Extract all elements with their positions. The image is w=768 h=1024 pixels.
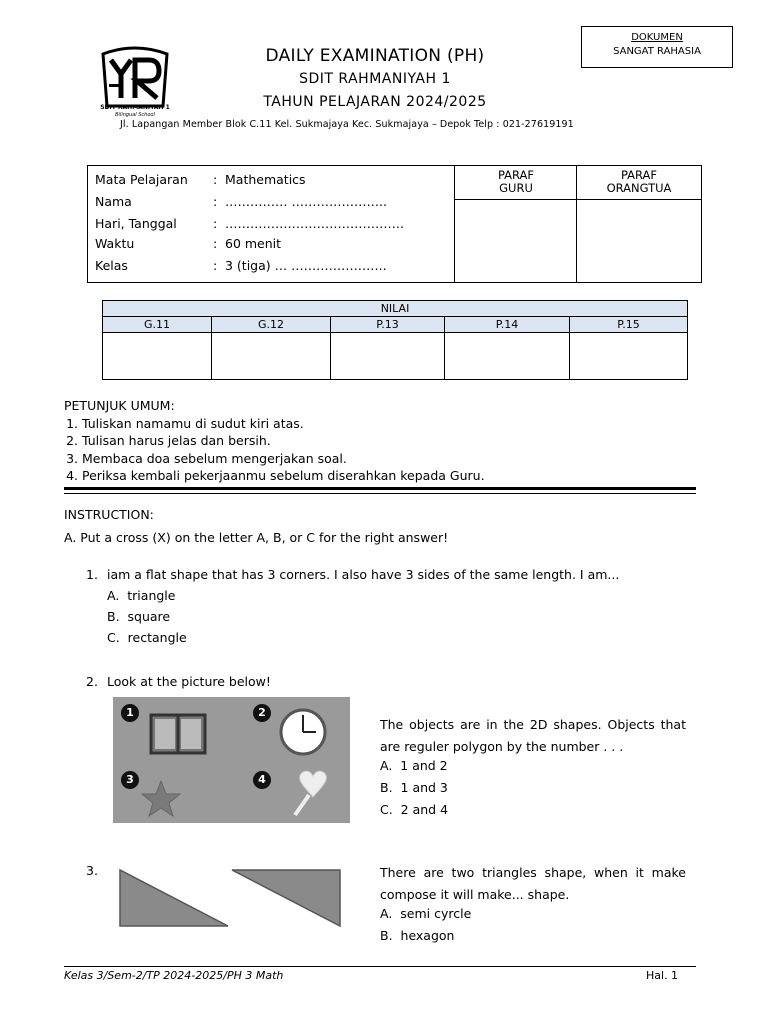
score-cell <box>331 333 445 380</box>
question-1-number: 1. <box>86 567 98 582</box>
school-address: Jl. Lapangan Member Blok C.11 Kel. Sukmajaya Kec. Sukmajaya – Depok Telp : 021-27619191 <box>120 119 574 130</box>
divider <box>64 487 696 490</box>
question-1-option-b[interactable] <box>107 609 170 624</box>
info-colon: : <box>213 194 218 209</box>
confidential-label: SANGAT RAHASIA <box>613 46 701 57</box>
question-2-description: The objects are in the 2D shapes. Objects that are reguler polygon by the number . . . <box>380 717 686 754</box>
question-3-option-a[interactable] <box>380 906 471 921</box>
page-number: Hal. 1 <box>646 969 679 982</box>
triangles-picture <box>116 866 346 930</box>
question-2-option-b[interactable] <box>380 780 448 795</box>
option-text: square <box>127 609 171 624</box>
teacher-signature-column <box>454 166 577 282</box>
divider <box>64 493 696 494</box>
score-column-header: G.12 <box>212 317 331 333</box>
score-cell <box>212 333 331 380</box>
student-info-box <box>87 165 702 283</box>
info-row-name <box>95 194 387 209</box>
exam-title: DAILY EXAMINATION (PH) <box>265 46 485 66</box>
instruction-title: INSTRUCTION: <box>64 507 154 522</box>
question-3-number: 3. <box>86 863 98 878</box>
question-2-number: 2. <box>86 674 98 689</box>
question-2-option-a[interactable] <box>380 758 448 773</box>
question-2-text: Look at the picture below! <box>107 674 271 689</box>
option-letter: B. <box>380 928 393 943</box>
picture-label-3: 3 <box>121 771 139 789</box>
general-instructions <box>64 397 485 485</box>
info-label: Mata Pelajaran <box>95 172 188 187</box>
question-3-description: There are two triangles shape, when it make compose it will make... shape. <box>380 865 686 902</box>
option-letter: B. <box>380 780 393 795</box>
info-value: …………… ………………….. <box>225 194 387 209</box>
footer-course-info: Kelas 3/Sem-2/TP 2024-2025/PH 3 Math <box>64 969 284 982</box>
instruction-item: 1. Tuliskan namamu di sudut kiri atas. <box>82 415 485 433</box>
academic-year: TAHUN PELAJARAN 2024/2025 <box>263 94 487 110</box>
info-label: Kelas <box>95 258 128 273</box>
picture-label-2: 2 <box>253 704 271 722</box>
option-letter: A. <box>107 588 120 603</box>
score-column-header: G.11 <box>103 317 212 333</box>
option-text: 1 and 2 <box>400 758 448 773</box>
info-row-date <box>95 216 404 231</box>
option-text: hexagon <box>400 928 455 943</box>
info-value: 3 (tiga) … ………………….. <box>225 258 387 273</box>
question-1-text: iam a flat shape that has 3 corners. I also have 3 sides of the same length. I am... <box>107 567 620 582</box>
logo-text: SDIT RAHMANIYAH 1 <box>100 104 170 111</box>
option-text: 2 and 4 <box>400 802 449 817</box>
score-cell <box>103 333 212 380</box>
section-a-instruction: A. Put a cross (X) on the letter A, B, or C for the right answer! <box>64 530 449 545</box>
teacher-signature-header: PARAF GURU <box>455 166 577 200</box>
info-row-class <box>95 258 387 273</box>
score-column-header: P.13 <box>331 317 445 333</box>
info-row-subject <box>95 172 306 187</box>
question-1-option-a[interactable] <box>107 588 175 603</box>
info-row-time <box>95 236 281 251</box>
instruction-item: 3. Membaca doa sebelum mengerjakan soal. <box>82 450 485 468</box>
option-text: semi cyrcle <box>400 906 472 921</box>
school-logo <box>97 44 173 122</box>
score-table-title: NILAI <box>103 301 688 317</box>
score-cell <box>570 333 688 380</box>
score-table <box>102 300 688 380</box>
info-colon: : <box>213 172 218 187</box>
parent-signature-column <box>576 166 701 282</box>
picture-label-1: 1 <box>121 704 139 722</box>
option-text: 1 and 3 <box>400 780 448 795</box>
info-value: ……………………………………. <box>225 216 404 231</box>
document-label: DOKUMEN <box>631 32 683 43</box>
info-label: Hari, Tanggal <box>95 216 177 231</box>
question-3-option-b[interactable] <box>380 928 454 943</box>
option-text: rectangle <box>127 630 187 645</box>
option-letter: C. <box>107 630 120 645</box>
parent-signature-header: PARAF ORANGTUA <box>577 166 701 200</box>
question-1-option-c[interactable] <box>107 630 187 645</box>
score-column-header: P.15 <box>570 317 688 333</box>
question-2-option-c[interactable] <box>380 802 448 817</box>
picture-label-4: 4 <box>253 771 271 789</box>
option-letter: C. <box>380 802 393 817</box>
shapes-picture <box>113 697 350 823</box>
school-name: SDIT RAHMANIYAH 1 <box>299 71 451 87</box>
instruction-item: 2. Tulisan harus jelas dan bersih. <box>82 432 485 450</box>
info-colon: : <box>213 216 218 231</box>
score-column-header: P.14 <box>445 317 570 333</box>
footer-divider <box>64 966 696 967</box>
info-colon: : <box>213 258 218 273</box>
info-label: Nama <box>95 194 132 209</box>
info-colon: : <box>213 236 218 251</box>
general-instructions-title: PETUNJUK UMUM: <box>64 398 175 413</box>
logo-subtext: Bilingual School <box>115 112 155 118</box>
option-letter: A. <box>380 906 393 921</box>
instruction-item: 4. Periksa kembali pekerjaanmu sebelum diserahkan kepada Guru. <box>82 467 485 485</box>
info-value: 60 menit <box>225 236 282 251</box>
score-cell <box>445 333 570 380</box>
option-text: triangle <box>127 588 176 603</box>
document-classification-box <box>581 26 733 68</box>
info-label: Waktu <box>95 236 135 251</box>
option-letter: B. <box>107 609 120 624</box>
info-value: Mathematics <box>225 172 306 187</box>
option-letter: A. <box>380 758 393 773</box>
